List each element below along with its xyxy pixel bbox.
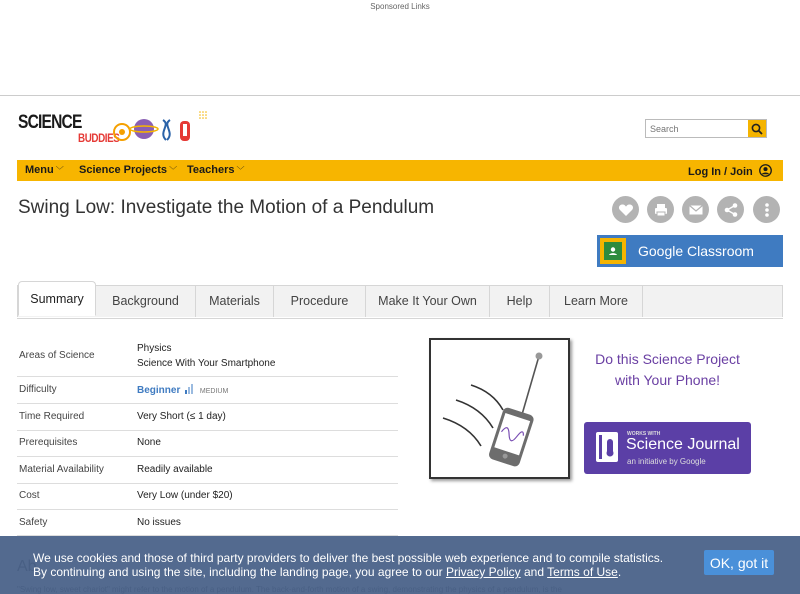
summary-row [17, 457, 398, 484]
science-journal-badge[interactable] [584, 422, 751, 474]
tab-procedure[interactable]: Procedure [274, 285, 366, 317]
logo-science-icons [108, 108, 208, 150]
privacy-policy-link[interactable]: Privacy Policy [445, 565, 521, 579]
chevron-down-icon: ﹀ [236, 166, 245, 175]
chevron-down-icon: ﹀ [55, 166, 64, 175]
summary-row [17, 484, 398, 510]
science-journal-label: Science Journal [626, 436, 740, 453]
tab-bar-divider [17, 318, 783, 319]
summary-label: Time Required [19, 411, 85, 422]
difficulty-value [137, 384, 228, 396]
cookie-ok-button[interactable]: OK, got it [704, 550, 774, 575]
user-icon [759, 164, 772, 177]
works-with-label: WORKS WITH [627, 431, 661, 437]
summary-label: Difficulty [19, 384, 57, 395]
terms-of-use-link[interactable]: Terms of Use [547, 565, 618, 579]
science-buddies-logo[interactable] [18, 108, 208, 150]
more-options-button[interactable] [753, 196, 780, 223]
summary-value: No issues [137, 517, 181, 528]
main-nav-bar [17, 160, 783, 181]
google-classroom-icon [600, 238, 626, 264]
search-input[interactable] [646, 120, 749, 137]
summary-label: Safety [19, 517, 48, 528]
logo-line1: SCIENCE [18, 112, 82, 133]
header-divider [0, 95, 800, 96]
nav-login[interactable]: Log In / Join [688, 164, 772, 178]
area-link-smartphone[interactable]: Science With Your Smartphone [137, 358, 276, 369]
summary-row-difficulty [17, 377, 398, 404]
google-initiative-label: an initiative by Google [627, 457, 706, 466]
chevron-down-icon: ﹀ [169, 166, 178, 175]
sponsored-links-label: Sponsored Links [370, 2, 430, 11]
phone-project-promo-text[interactable]: Do this Science Project with Your Phone! [595, 351, 740, 388]
pendulum-phone-illustration [431, 340, 568, 477]
cookie-message-line1: We use cookies and those of third party providers to deliver the best possible web experience and to compile statistics. [33, 551, 664, 565]
area-link-physics[interactable]: Physics [137, 343, 172, 354]
summary-value: Readily available [137, 464, 213, 475]
nav-teachers[interactable]: Teachers ﹀ [187, 164, 245, 176]
more-vertical-icon [759, 202, 775, 218]
tab-background[interactable]: Background [96, 285, 196, 317]
summary-value: None [137, 437, 161, 448]
google-classroom-label: Google Classroom [638, 243, 754, 259]
cookie-banner [0, 536, 800, 594]
difficulty-level: Beginner [137, 385, 181, 396]
science-journal-icon [594, 431, 624, 465]
tab-help[interactable]: Help [490, 285, 550, 317]
email-button[interactable] [682, 196, 709, 223]
google-classroom-button[interactable] [597, 235, 783, 267]
print-button[interactable] [647, 196, 674, 223]
heart-icon [618, 202, 634, 218]
summary-value: Very Short (≤ 1 day) [137, 411, 226, 422]
project-image [429, 338, 570, 479]
search-icon [751, 123, 763, 135]
search-box [645, 119, 767, 138]
summary-label: Areas of Science [19, 350, 95, 361]
tab-summary[interactable]: Summary [18, 281, 96, 316]
nav-menu[interactable]: Menu ﹀ [25, 164, 64, 176]
tab-materials[interactable]: Materials [196, 285, 274, 317]
summary-label: Cost [19, 490, 40, 501]
page-title: Swing Low: Investigate the Motion of a Pendulum [18, 197, 435, 218]
envelope-icon [688, 202, 704, 218]
summary-row-areas [17, 337, 398, 377]
summary-value: Very Low (under $20) [137, 490, 233, 501]
tab-make-it-your-own[interactable]: Make It Your Own [366, 285, 490, 317]
favorite-button[interactable] [612, 196, 639, 223]
logo-line2: BUDDIES [78, 131, 120, 145]
summary-label: Material Availability [19, 464, 104, 475]
share-button[interactable] [717, 196, 744, 223]
summary-label: Prerequisites [19, 437, 78, 448]
nav-science-projects[interactable]: Science Projects ﹀ [79, 164, 178, 176]
summary-row [17, 431, 398, 457]
printer-icon [653, 202, 669, 218]
search-button[interactable] [748, 120, 766, 137]
difficulty-bars-icon [185, 384, 194, 394]
summary-row [17, 510, 398, 536]
tab-learn-more[interactable]: Learn More [550, 285, 643, 317]
summary-row [17, 404, 398, 431]
share-icon [723, 202, 739, 218]
cookie-message-line2: By continuing and using the site, including the landing page, you agree to our Privacy Policy and Terms of Use. [33, 565, 622, 579]
difficulty-other: MEDIUM [199, 388, 229, 395]
